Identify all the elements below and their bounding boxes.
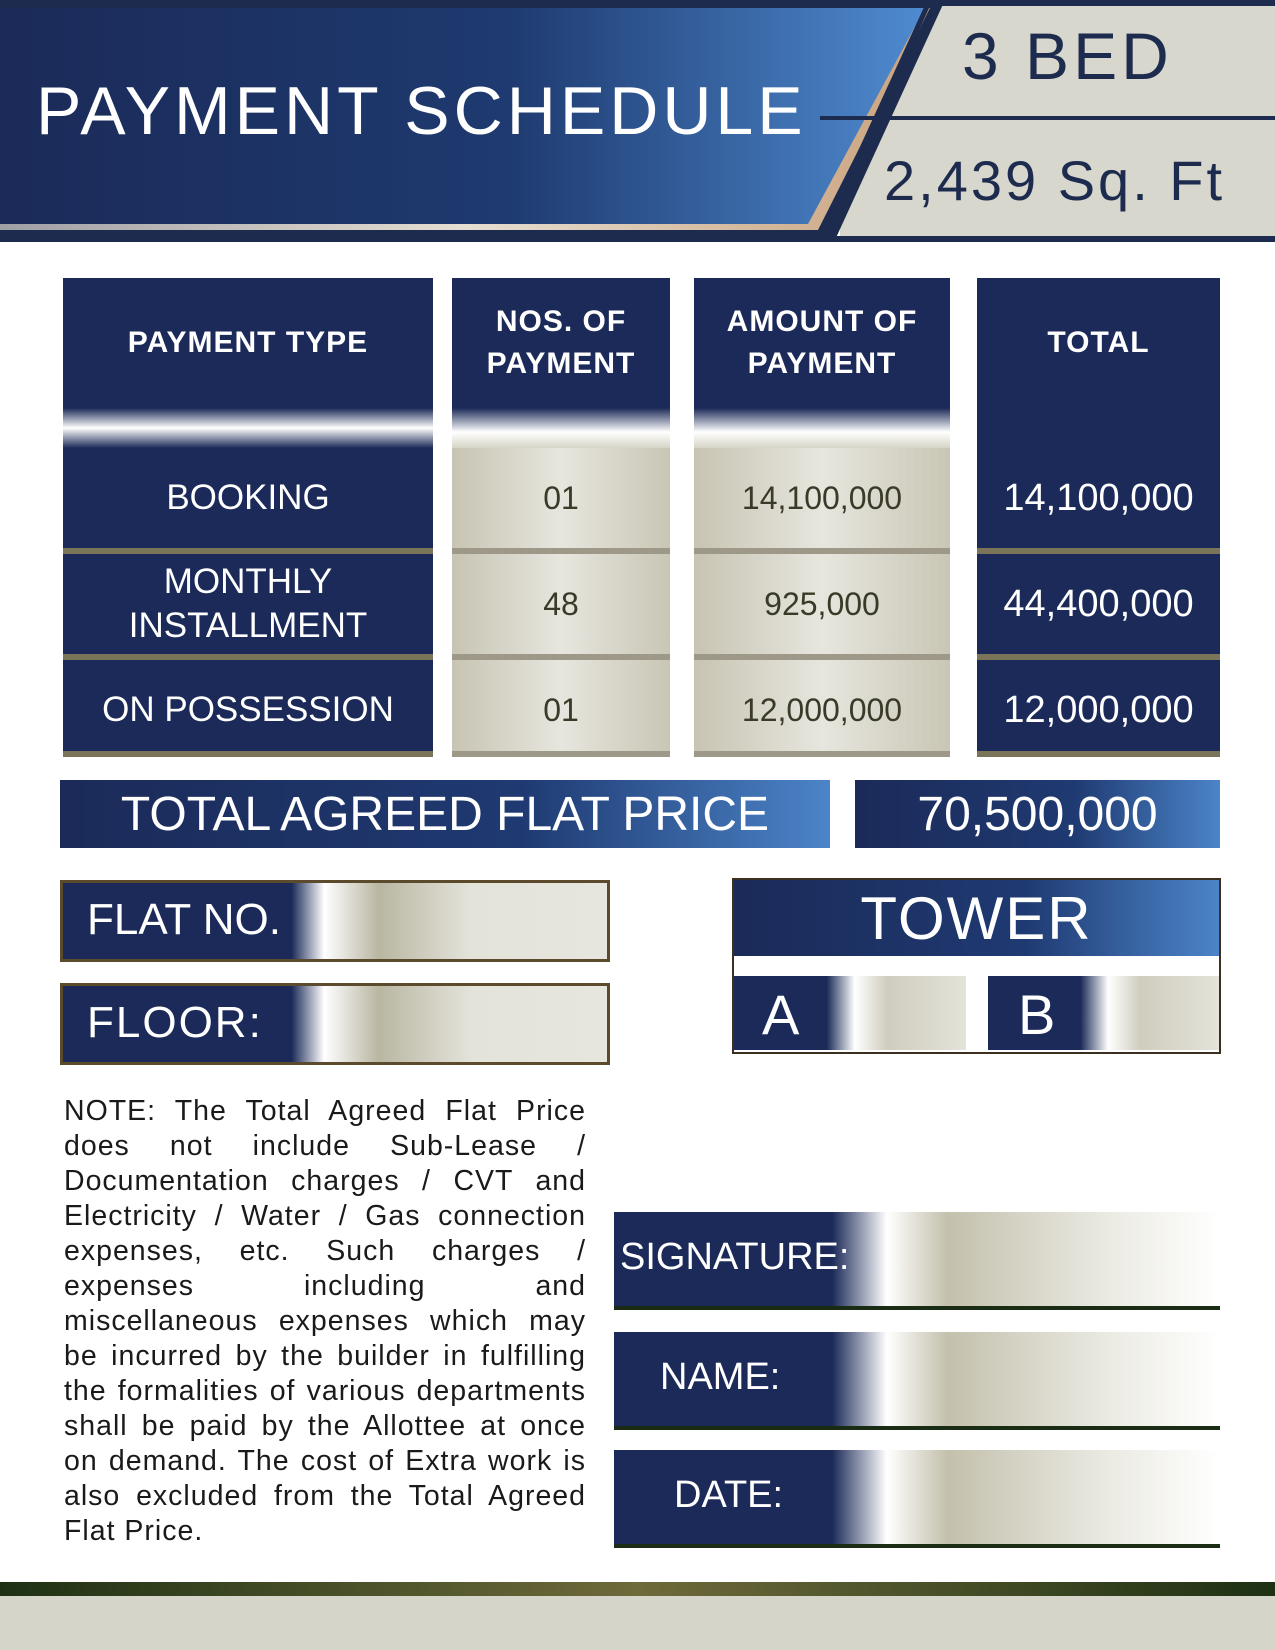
name-label: NAME: <box>660 1356 781 1398</box>
row-possession-total: 12,000,000 <box>1003 689 1194 731</box>
row-monthly-total: 44,400,000 <box>1003 583 1194 625</box>
name-line <box>614 1426 1220 1430</box>
column-bottom-rule <box>63 751 433 757</box>
date-line <box>614 1544 1220 1548</box>
header-amount: AMOUNT OF PAYMENT <box>694 278 950 408</box>
flat-no-field[interactable] <box>60 880 610 962</box>
column-bottom-rule <box>977 751 1220 757</box>
header-sheen <box>452 408 670 448</box>
header-total: TOTAL <box>1047 326 1150 359</box>
bedroom-count: 3 BED <box>962 19 1173 93</box>
column-bottom-rule <box>694 751 950 757</box>
date-field[interactable] <box>614 1450 1220 1544</box>
floor-field[interactable] <box>60 983 610 1065</box>
row-monthly-count: 48 <box>543 585 579 622</box>
total-price-value: 70,500,000 <box>855 780 1220 848</box>
row-possession-count: 01 <box>543 691 579 728</box>
tower-option-b[interactable] <box>988 976 1219 1050</box>
total-price-label: TOTAL AGREED FLAT PRICE <box>60 780 830 848</box>
header-bottom-rule <box>0 236 1275 242</box>
row-booking-total: 14,100,000 <box>1003 477 1194 519</box>
header-payment-type: PAYMENT TYPE <box>127 326 369 359</box>
name-field[interactable] <box>614 1332 1220 1426</box>
signature-line <box>614 1306 1220 1310</box>
row-monthly-amount: 925,000 <box>764 585 880 622</box>
flat-no-label: FLAT NO. <box>87 895 281 944</box>
terms-note: NOTE: The Total Agreed Flat Price does not include Sub-Lease / Documentation charges / CVT and Electricity / Water / Gas connection expenses, etc. Such charges / expenses including and miscellaneous expenses which may be incurred by the builder in fulfilling the formalities of various departments shall be paid by the Allottee at once on demand. The cost of Extra work is also excluded from the Total Agreed Flat Price. <box>64 1095 586 1547</box>
header-count: NOS. OF PAYMENT <box>452 278 670 408</box>
count-column <box>452 278 670 753</box>
row-booking-count: 01 <box>543 479 579 516</box>
payment-type-column <box>63 278 433 753</box>
column-bottom-rule <box>452 751 670 757</box>
row-possession-amount: 12,000,000 <box>741 691 903 728</box>
header-top-rule <box>0 0 1275 6</box>
total-column <box>977 278 1220 753</box>
signature-field[interactable] <box>614 1212 1220 1306</box>
tower-option-b-label: B <box>1018 983 1056 1046</box>
page-title: PAYMENT SCHEDULE <box>36 73 807 149</box>
row-monthly-type: MONTHLY INSTALLMENT <box>128 562 368 645</box>
tower-option-a[interactable] <box>734 976 966 1050</box>
area-size: 2,439 Sq. Ft <box>884 149 1226 212</box>
header-spacer <box>977 408 1220 448</box>
header-sheen <box>63 408 433 448</box>
floor-label: FLOOR: <box>87 998 263 1047</box>
row-booking-type: BOOKING <box>166 478 330 517</box>
row-possession-type: ON POSSESSION <box>102 690 394 729</box>
footer-band <box>0 1596 1275 1650</box>
footer-rule <box>0 1582 1275 1596</box>
date-label: DATE: <box>674 1474 784 1516</box>
row-booking-amount: 14,100,000 <box>741 479 903 516</box>
tower-label: TOWER <box>734 880 1219 956</box>
signature-label: SIGNATURE: <box>620 1236 850 1278</box>
tower-option-a-label: A <box>762 983 800 1046</box>
header-divider <box>820 116 1275 120</box>
header-sheen <box>694 408 950 448</box>
amount-column <box>694 278 950 753</box>
